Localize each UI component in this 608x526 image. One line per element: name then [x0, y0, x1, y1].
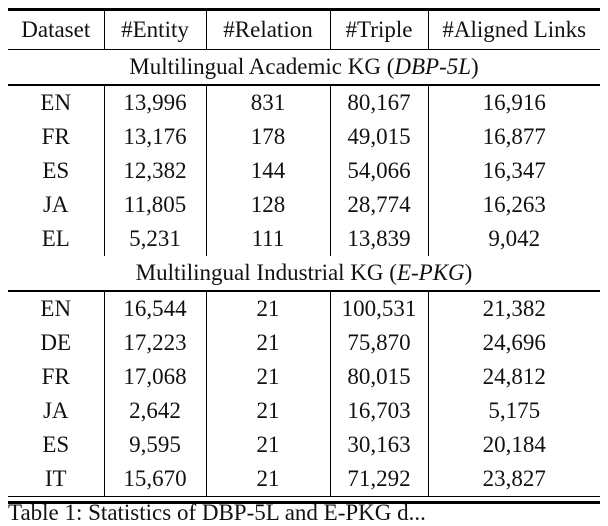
section-title-prefix: Multilingual Industrial KG (: [135, 260, 397, 285]
table-cell-entity: 11,805: [104, 188, 206, 222]
table-cell-relation: 21: [206, 462, 330, 497]
table-cell-aligned-links: 23,827: [428, 462, 600, 497]
table-cell-dataset: EN: [40, 296, 72, 321]
table-cell-aligned-links: 16,347: [428, 154, 600, 188]
table-cell-entity: 12,382: [104, 154, 206, 188]
section-title-suffix: ): [471, 54, 479, 79]
table-row: [8, 360, 600, 394]
section-title: [8, 50, 600, 86]
table-cell-triple: 54,066: [330, 154, 428, 188]
section-title-prefix: Multilingual Academic KG (: [129, 54, 395, 79]
table-cell-aligned-links: 24,812: [428, 360, 600, 394]
table-cell-entity: 17,223: [104, 326, 206, 360]
section-header-row: [8, 256, 600, 291]
table-cell-relation: 21: [206, 291, 330, 326]
table-cell-dataset: FR: [41, 124, 70, 149]
table-cell-entity: 15,670: [104, 462, 206, 497]
table-cell-relation: 21: [206, 360, 330, 394]
table-cell-dataset: ES: [42, 432, 70, 457]
table-cell-entity: 13,996: [104, 85, 206, 120]
table-cell-relation: 144: [206, 154, 330, 188]
table-cell-triple: 13,839: [330, 222, 428, 256]
table-caption: Table 1: Statistics of DBP-5L and E-PKG d...: [8, 500, 426, 525]
table-cell-triple: 49,015: [330, 120, 428, 154]
table-cell-triple: 80,015: [330, 360, 428, 394]
table-cell-aligned-links: 20,184: [428, 428, 600, 462]
header-aligned-links: #Aligned Links: [428, 10, 600, 50]
table-row: [8, 120, 600, 154]
table-cell-aligned-links: 5,175: [428, 394, 600, 428]
table-cell-entity: 5,231: [104, 222, 206, 256]
table-cell-dataset: IT: [8, 462, 104, 497]
table-cell-triple: 75,870: [330, 326, 428, 360]
table-body: [8, 50, 600, 497]
table-cell-relation: 21: [206, 326, 330, 360]
header-relation: #Relation: [206, 10, 330, 50]
table-cell-triple: 80,167: [330, 85, 428, 120]
section-title-dataset-name: DBP-5L: [394, 54, 472, 79]
table-cell-aligned-links: 16,916: [428, 85, 600, 120]
table-cell-entity: 2,642: [104, 394, 206, 428]
table-cell-entity: 17,068: [104, 360, 206, 394]
table-cell-relation: 128: [206, 188, 330, 222]
table-cell-relation: 21: [206, 428, 330, 462]
table-cell-relation: 21: [206, 394, 330, 428]
table-row: [8, 326, 600, 360]
table-cell-dataset: JA: [42, 398, 69, 423]
table-row: [8, 222, 600, 256]
table-cell-aligned-links: 9,042: [428, 222, 600, 256]
table-row: [8, 394, 600, 428]
table-cell-dataset: JA: [42, 192, 69, 217]
table-cell-entity: 13,176: [104, 120, 206, 154]
table-cell-triple: 16,703: [330, 394, 428, 428]
table-cell-entity: 9,595: [104, 428, 206, 462]
table-cell-dataset: ES: [42, 158, 70, 183]
table-cell-aligned-links: 16,877: [428, 120, 600, 154]
statistics-table-container: [8, 8, 600, 504]
statistics-table: [8, 8, 600, 497]
table-cell-triple: 71,292: [330, 462, 428, 497]
table-cell-dataset: EN: [40, 90, 72, 115]
table-row: [8, 291, 600, 326]
table-cell-triple: 30,163: [330, 428, 428, 462]
table-row: [8, 188, 600, 222]
section-title-suffix: ): [464, 260, 473, 285]
table-cell-triple: 100,531: [330, 291, 428, 326]
table-cell-dataset: EL: [41, 226, 70, 251]
table-row: [8, 85, 600, 120]
section-title: [8, 256, 600, 291]
table-cell-relation: 111: [206, 222, 330, 256]
table-cell-entity: 16,544: [104, 291, 206, 326]
section-title-dataset-name: E-PKG: [396, 260, 465, 285]
header-dataset: Dataset: [8, 10, 104, 50]
table-cell-aligned-links: 24,696: [428, 326, 600, 360]
table-cell-dataset: DE: [40, 330, 72, 355]
table-row: [8, 154, 600, 188]
table-cell-relation: 178: [206, 120, 330, 154]
table-header-row: [8, 10, 600, 50]
header-entity: #Entity: [104, 10, 206, 50]
table-cell-triple: 28,774: [330, 188, 428, 222]
section-header-row: [8, 50, 600, 86]
table-row: [8, 428, 600, 462]
table-cell-dataset: FR: [41, 364, 70, 389]
table-cell-aligned-links: 16,263: [428, 188, 600, 222]
table-cell-relation: 831: [206, 85, 330, 120]
table-cell-aligned-links: 21,382: [428, 291, 600, 326]
table-row: [8, 462, 600, 497]
header-triple: #Triple: [330, 10, 428, 50]
